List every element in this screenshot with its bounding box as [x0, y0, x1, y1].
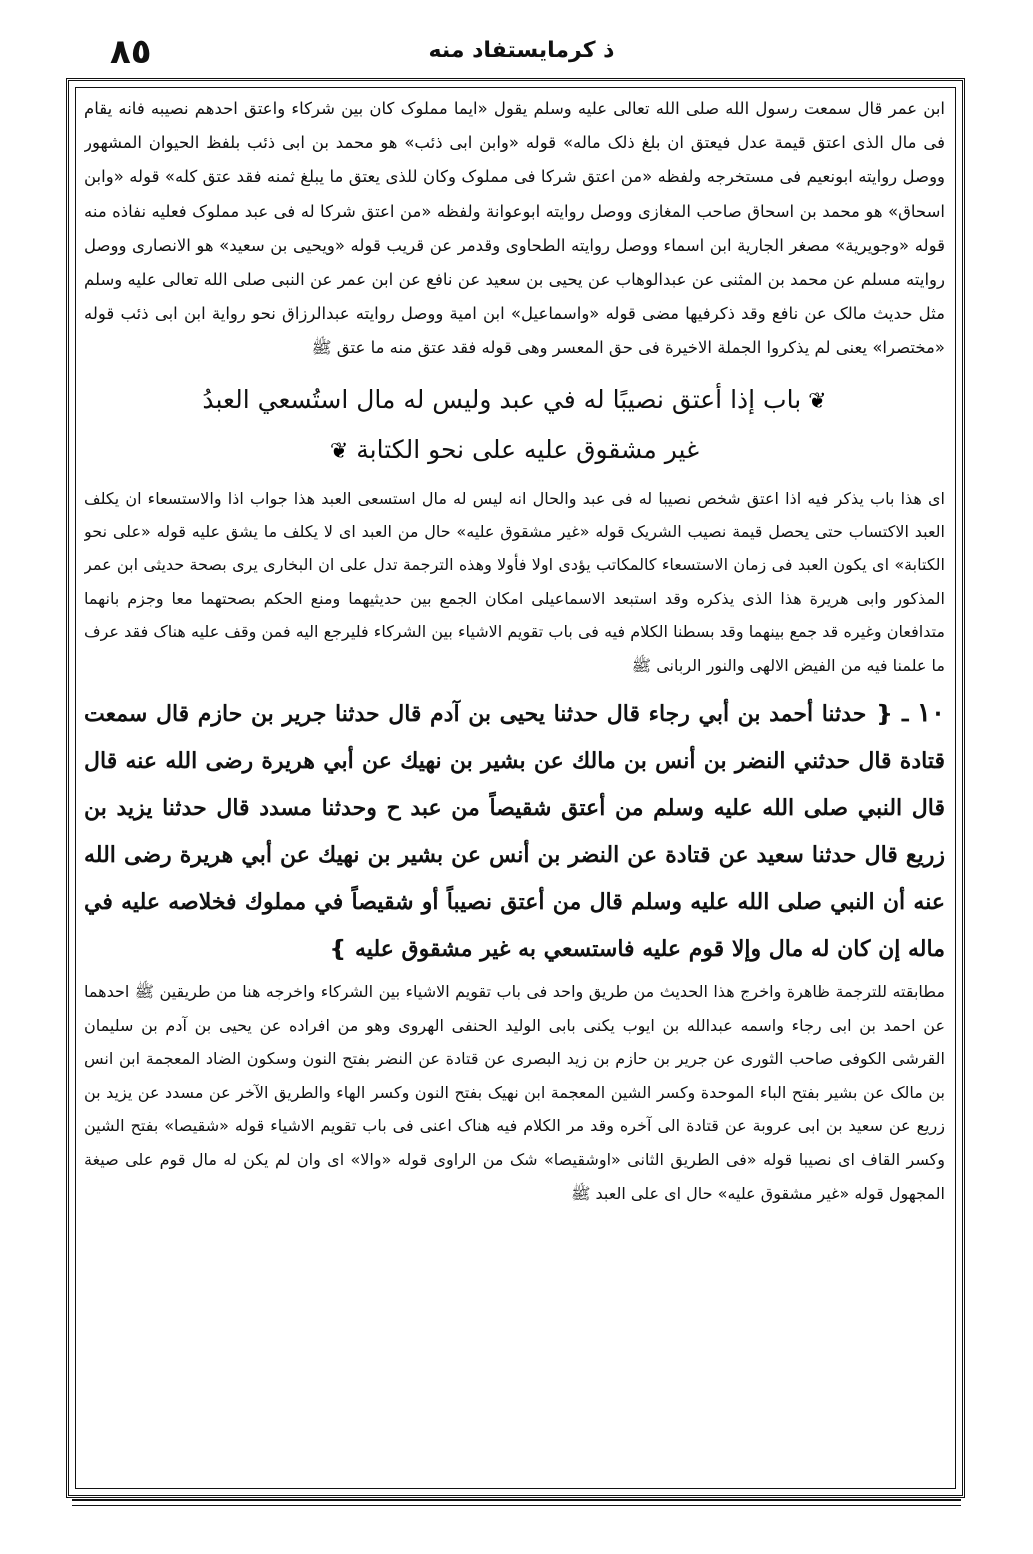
hadith-text: حدثنا أحمد بن أبي رجاء قال حدثنا يحيى بن آدم قال حدثنا جرير بن حازم قال سمعت قتادة قال حدثني النضر بن أنس بن مالك عن بشير بن نهيك عن أبي هريرة رضى الله عنه قال قال النبي صلى الله عليه وسلم من أعتق شقيصاً من عبد ح وحدثنا مسدد قال حدثنا يزيد بن زريع قال حدثنا سعيد عن قتادة عن النضر بن أنس عن بشير بن نهيك عن أبي هريرة رضى الله عنه أن النبي صلى الله عليه وسلم قال من أعتق نصيباً أو شقيصاً في مملوك فخلاصه عليه في ماله إن كان له مال وإلا قوم عليه فاستسعي به غير مشقوق عليه	[84, 701, 945, 963]
hadith-dash: ـ ❴	[866, 701, 909, 728]
chapter-heading	[84, 376, 945, 476]
chapter-title-line-2	[84, 426, 945, 476]
page-content	[84, 92, 945, 1474]
ornament-icon: ❦	[801, 388, 827, 414]
chapter-title-line-1	[84, 376, 945, 426]
hadith-text-block	[84, 690, 945, 973]
running-title: ذ کرمایستفاد منه	[428, 38, 615, 63]
hadith-number: ١٠	[917, 698, 945, 729]
chapter-title-text-2: غير مشقوق عليه على نحو الكتابة	[356, 434, 700, 464]
page-header	[80, 28, 963, 72]
commentary-paragraph-2: ای هذا باب یذکر فیه اذا اعتق شخص نصیبا له فی عبد والحال انه لیس له مال استسعی العبد هذا جواب اذا والاستسعاء ان یکلف العبد الاکتساب حتی یحصل قیمة نصیب الشریک قوله «غیر مشقوق علیه» حال من العبد ای لا یکلف ما یشق علیه قوله «علی نحو الکتابة» ای یکون العبد فی زمان الاستسعاء کالمکاتب یؤدی اولا فأولا وهذه الترجمة تدل علی ان البخاری یری بصحة حدیثی ابن عمر المذکور وابی هریرة هذا الذی یذکره وقد استبعد الاسماعیلی امکان الجمع بین حدیثیهما ومنع الحکم بصحتهما معا وجزم بانهما متدافعان وغیره قد جمع بینهما وقد بسطنا الکلام فیه فی باب تقویم الاشیاء بین الشرکاء فلیرجع الیه فمن وقف علیه هناک فقد عرف ما علمنا فیه من الفیض الالهی والنور الربانی ﷺ	[84, 488, 945, 675]
hadith-end-bracket: ❵	[328, 936, 348, 963]
commentary-paragraph-3: مطابقته للترجمة ظاهرة واخرج هذا الحدیث من طریق واحد فی باب تقویم الاشیاء بین الشرکاء واخرجه هنا من طریقین ﷺ احدهما عن احمد بن ابی رجاء واسمه عبدالله بن ایوب یکنی بابی الولید الحنفی الهروی وهو من افراده عن یحیی بن آدم بن سلیمان القرشی الکوفی صاحب الثوری عن جریر بن حازم بن زید البصری عن قتادة عن النضر بفتح النون وسکون الضاد المعجمة ابن انس بن مالک عن بشیر بفتح الباء الموحدة وکسر الشین المعجمة ابن نهیک بفتح النون وکسر الهاء والطریق الآخر عن مسدد عن یزید بن زریع عن سعید بن ابی عروبة عن قتادة الی آخره وقد مر الکلام فیه هناک اعنی فی باب تقویم الاشیاء قوله «شقیصا» بفتح الشین وکسر القاف ای نصیبا قوله «فی الطریق الثانی «اوشقیصا» شک من الراوی قوله «والا» ای وان لم یکن له مال قوم علی صیغة المجهول قوله «غیر مشقوق علیه» حال ای علی العبد ﷺ	[84, 982, 945, 1203]
page-number: ٨٥	[110, 32, 152, 72]
ornament-icon: ❦	[329, 438, 349, 464]
commentary-paragraph-1: ابن عمر قال سمعت رسول الله صلی الله تعالی علیه وسلم یقول «ایما مملوک کان بین شرکاء واعتق احدهم نصیبه فانه یقام فی مال الذی اعتق قیمة عدل فیعتق ان بلغ ذلک ماله» قوله «وابن ابی ذئب» هو محمد بن ابی ذئب بلفظ الحیوان المشهور ووصل روایته ابونعیم فی مستخرجه ولفظه «من اعتق شرکا فی مملوک وکان للذی یعتق ما یبلغ ثمنه فقد عتق کله» قوله «وابن اسحاق» هو محمد بن اسحاق صاحب المغازی ووصل روایته ابوعوانة ولفظه «من اعتق شرکا له فی عبد مملوک فعلیه نفاذه منه قوله «وجویریة» مصغر الجاریة ابن اسماء ووصل روایته الطحاوی وقدمر عن قریب قوله «ویحیی بن سعید» هو الانصاری ووصل روایته مسلم عن محمد بن المثنی عن عبدالوهاب عن یحیی بن سعید عن نافع عن ابن عمر عن النبی صلی الله تعالی علیه وسلم مثل حدیث مالک عن نافع وقد ذکرفیها مضی قوله «واسماعیل» ابن امیة ووصل روایته عبدالرزاق نحو روایة ابن ابی ذئب قوله «مختصرا» یعنی لم یذکروا الجملة الاخیرة فی حق المعسر وهی قوله فقد عتق منه ما عتق ﷺ	[84, 99, 945, 358]
chapter-title-text-1: باب إذا أعتق نصيبًا له في عبد وليس له مال استُسعي العبدُ	[202, 384, 802, 414]
bottom-rule	[72, 1499, 961, 1506]
